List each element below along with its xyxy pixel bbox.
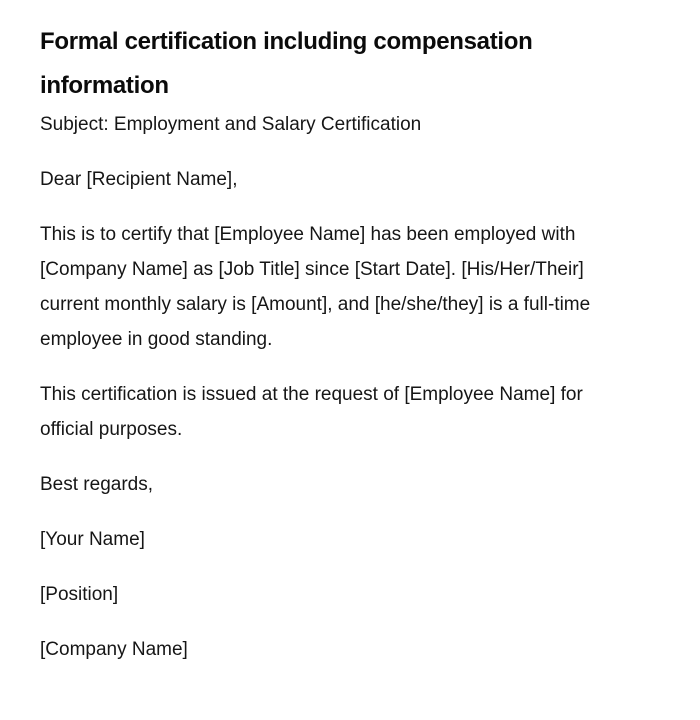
body-paragraph-certification: This is to certify that [Employee Name] has been employed with [Company Name] as [Job Title] since [Start Date]. [His/Her/Their] current monthly salary is [Amount], and [he/she/they] is a full-time employee in good standing. (40, 224, 591, 350)
signature-name: [Your Name] (40, 529, 145, 550)
closing: Best regards, (40, 474, 153, 495)
body-paragraph-purpose: This certification is issued at the request of [Employee Name] for official purposes. (40, 384, 583, 440)
salutation: Dear [Recipient Name], (40, 169, 238, 190)
signature-position: [Position] (40, 584, 119, 605)
signature-company: [Company Name] (40, 639, 188, 660)
subject-line: Subject: Employment and Salary Certification (40, 114, 422, 135)
document-title: Formal certification including compensation information (40, 28, 533, 99)
